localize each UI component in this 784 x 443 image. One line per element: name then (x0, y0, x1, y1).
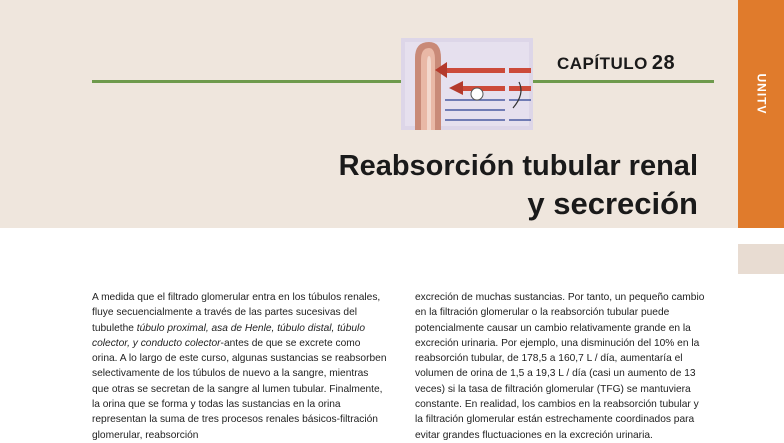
unit-tab-label-wrap (738, 0, 784, 228)
page-title (339, 148, 698, 222)
title-line-1: Reabsorción tubular renal (338, 150, 698, 182)
text-column-right (415, 290, 709, 443)
tubule-diagram-icon (401, 38, 533, 130)
side-box (738, 244, 784, 274)
paragraph-left (92, 290, 388, 443)
text-column-left (92, 290, 388, 443)
chapter-number: 28 (651, 52, 676, 74)
chapter-heading (557, 52, 675, 75)
unit-tab-label: UNITV (754, 73, 768, 115)
paragraph-right: excreción de muchas sustancias. Por tanto, un pequeño cambio en la filtración glomerular o la reabsorción tubular puede potencialmente causar un cambio relativamente grande en la excreción urinaria. Por ejemplo, una disminución del 10% en la reabsorción tubular, de 178,5 a 160,7 L / día, aumentaría el volumen de orina de 1,5 a 19,3 L / día (casi un aumento de 13 veces) si la tasa de filtración glomerular (TFG) se mantuviera constante. En realidad, los cambios en la reabsorción tubular y la filtración glomerular están estrechamente coordinados para evitar grandes fluctuaciones en la excreción urinaria. (415, 292, 705, 441)
paragraph-left-text-2: -antes de que se excrete como orina. A lo largo de este curso, algunas sustancias se reabsorben selectivamente de los túbulos de nuevo a la sangre, mientras que otras se secretan de la sangre al lumen tubular. Finalmente, la orina que se forma y todas las sustancias en la orina representan la suma de tres procesos renales básicos-filtración glomerular, reabsorción (92, 337, 387, 441)
side-separator (738, 228, 784, 244)
title-line-2: y secreción (527, 186, 698, 221)
chapter-label: CAPÍTULO (557, 54, 648, 73)
paragraph-left-text-1: A medida que el filtrado glomerular entra en los túbulos renales, fluye secuencialmente a través de las partes sucesivas del tubulethe (92, 292, 381, 334)
paragraph-left-italic: túbulo proximal, asa de Henle, túbulo distal, túbulo colector, y conducto colector (92, 322, 365, 349)
